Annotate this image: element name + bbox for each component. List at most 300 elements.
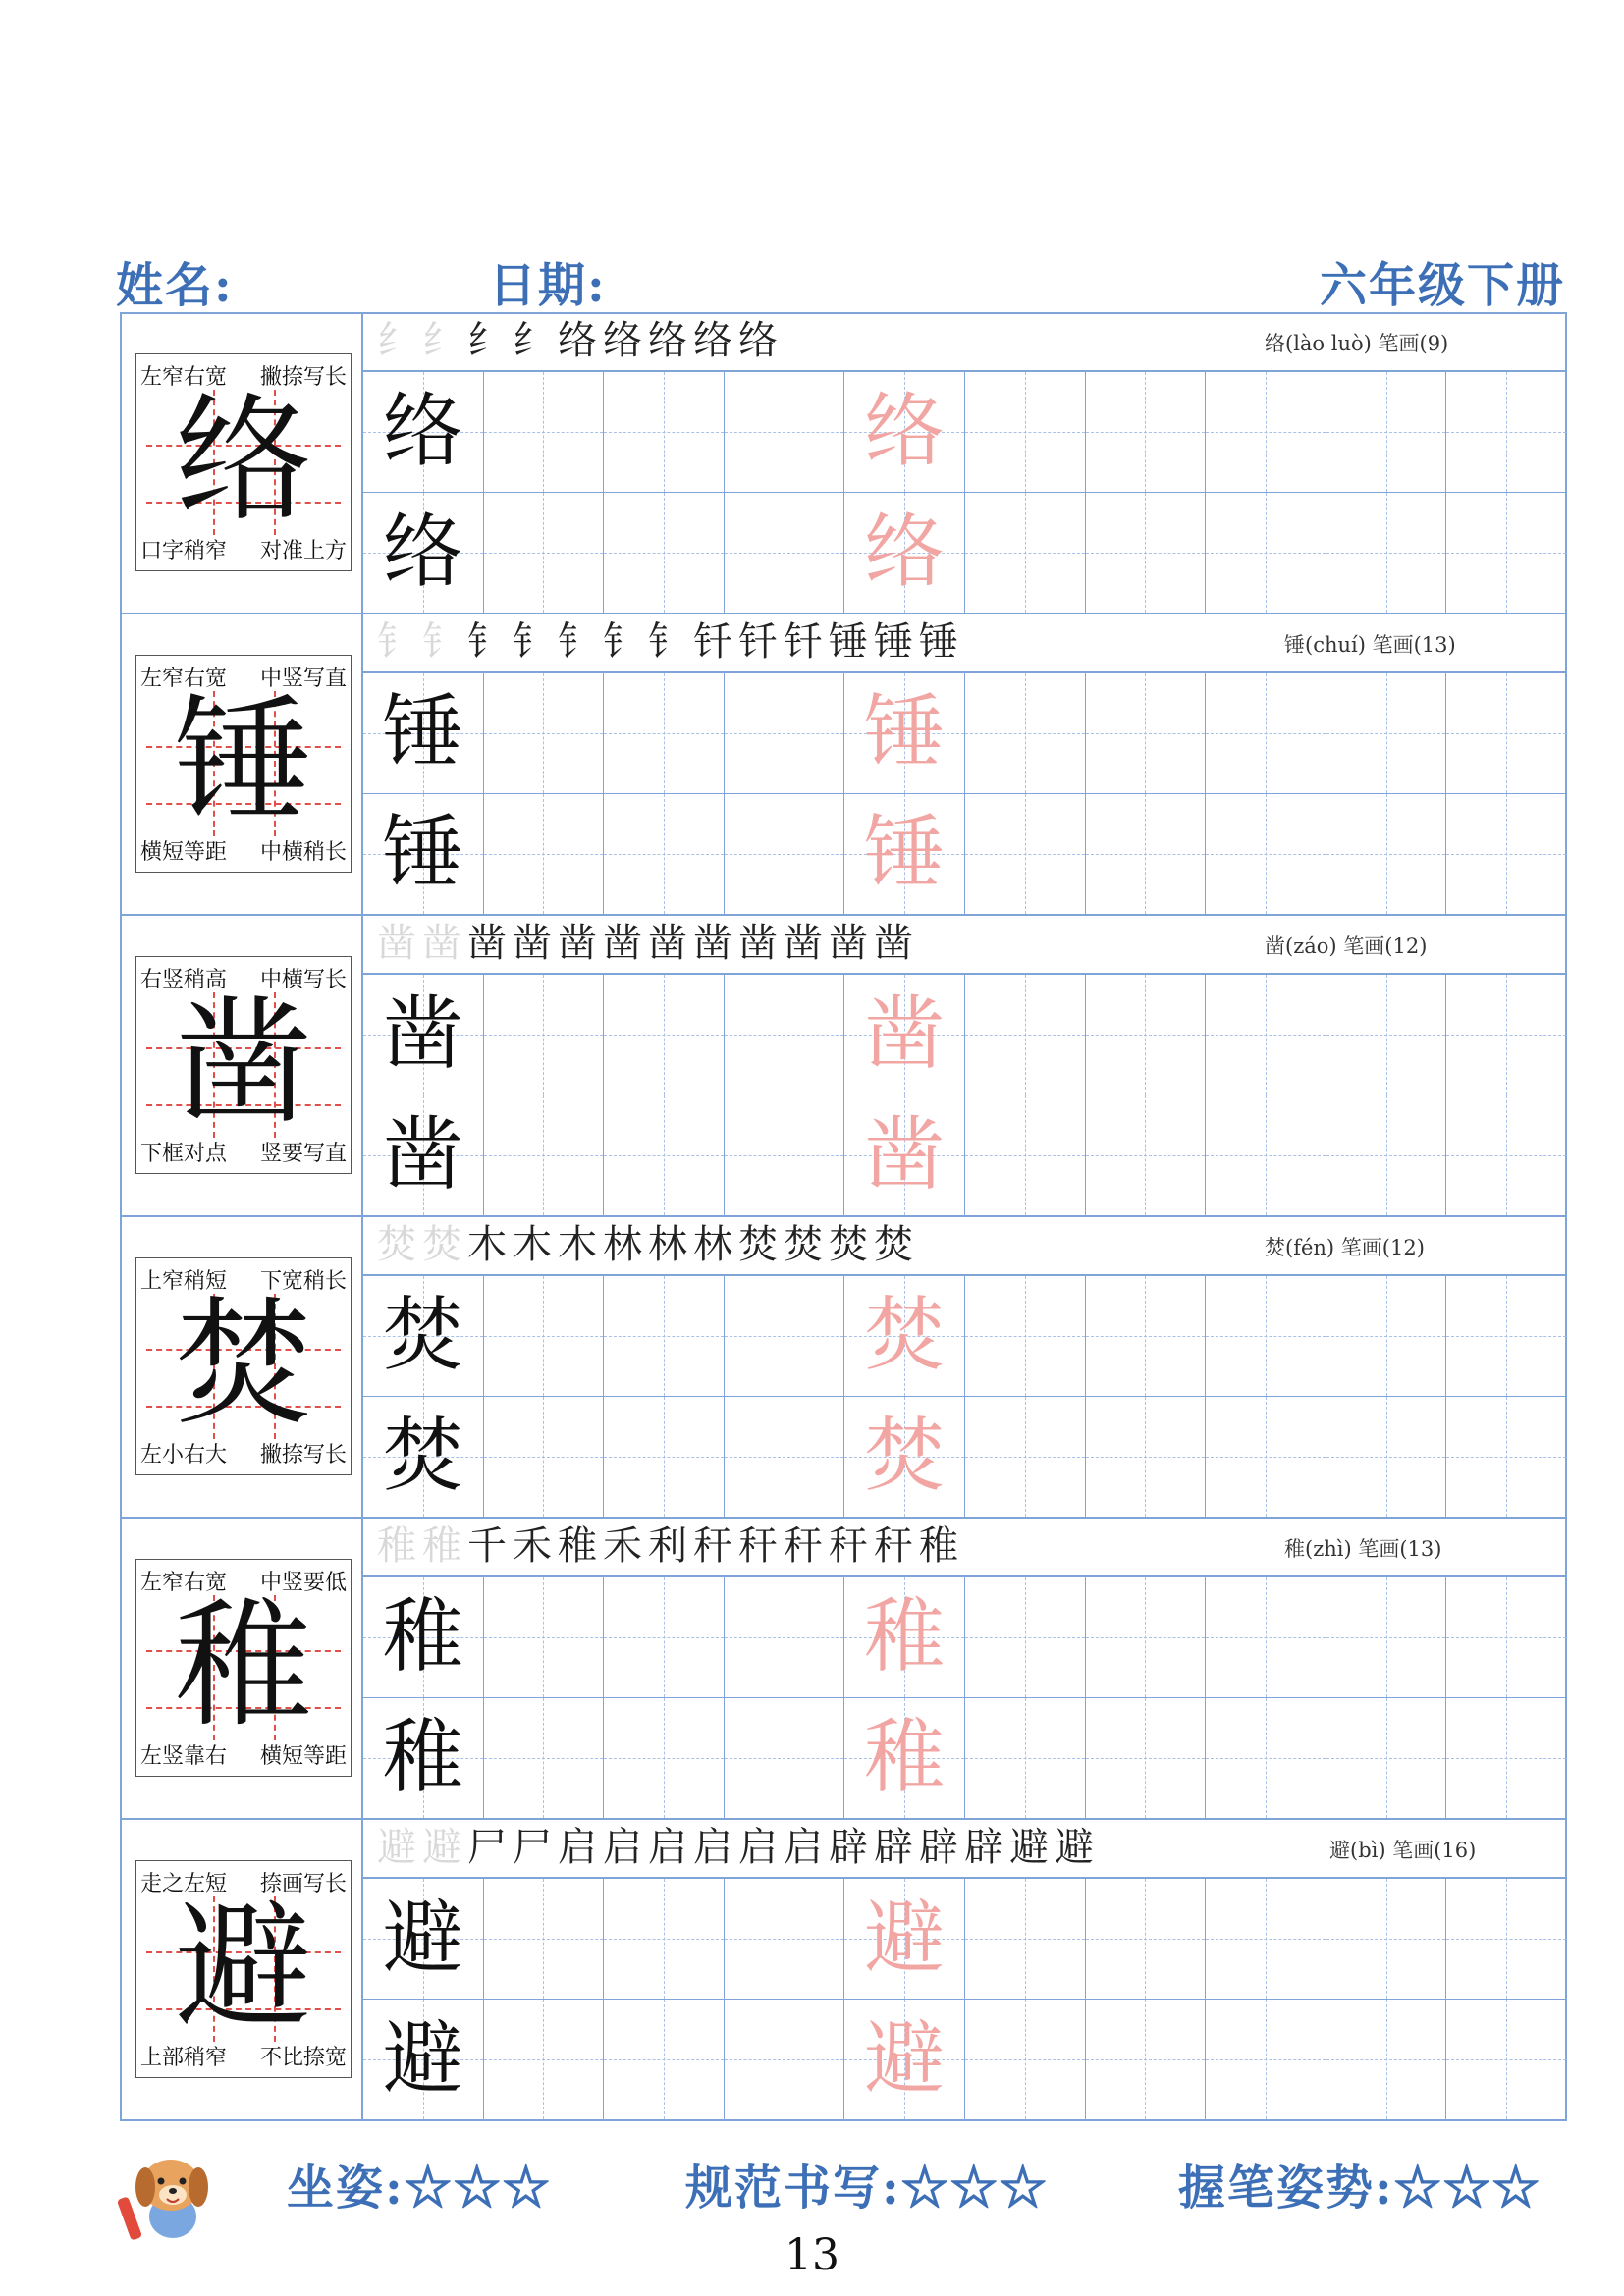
practice-cell[interactable] xyxy=(965,2000,1086,2120)
stroke-step: 辟 xyxy=(829,1825,874,1870)
practice-cell[interactable] xyxy=(1446,1698,1567,1819)
stroke-step: 启 xyxy=(603,1825,648,1870)
stroke-step: 启 xyxy=(693,1825,738,1870)
practice-cell[interactable] xyxy=(965,673,1086,794)
cell-guide xyxy=(543,493,544,613)
stroke-step: 凿 xyxy=(422,921,467,966)
practice-cell[interactable] xyxy=(1086,794,1207,915)
practice-cell[interactable] xyxy=(725,1879,845,2000)
practice-cell[interactable] xyxy=(1206,493,1326,614)
character-section xyxy=(120,614,1567,915)
cell-guide xyxy=(1145,1276,1146,1396)
practice-cell[interactable] xyxy=(484,1577,605,1698)
cell-guide xyxy=(543,1276,544,1396)
practice-cell[interactable] xyxy=(1086,1698,1207,1819)
practice-cell[interactable] xyxy=(1206,673,1326,794)
practice-cell[interactable] xyxy=(484,372,605,493)
practice-cell[interactable] xyxy=(725,794,845,915)
practice-cell[interactable] xyxy=(1326,673,1447,794)
practice-cell[interactable] xyxy=(1086,1577,1207,1698)
stroke-order-strip xyxy=(363,1819,1567,1879)
character-analysis-box xyxy=(135,956,352,1174)
practice-cell[interactable] xyxy=(1086,975,1207,1095)
practice-cell[interactable] xyxy=(844,975,965,1095)
cell-guide xyxy=(1025,794,1026,914)
stroke-step: 禾 xyxy=(513,1523,558,1569)
character-analysis-box xyxy=(135,353,352,571)
practice-cell[interactable] xyxy=(484,2000,605,2120)
stroke-step: 木 xyxy=(467,1222,513,1267)
cell-guide xyxy=(1266,794,1267,914)
stroke-step: 凿 xyxy=(467,921,513,966)
stroke-order-sequence xyxy=(377,919,919,968)
cell-guide xyxy=(1506,1577,1507,1697)
cell-guide xyxy=(543,1397,544,1517)
cell-guide xyxy=(1025,975,1026,1095)
page-number: 13 xyxy=(785,2230,839,2280)
cell-guide xyxy=(1506,794,1507,914)
practice-grid xyxy=(363,1577,1567,1819)
cell-guide xyxy=(1506,1879,1507,1999)
writing-tip: 对准上方 xyxy=(259,539,347,563)
practice-cell[interactable] xyxy=(844,1397,965,1518)
practice-cell[interactable] xyxy=(965,1698,1086,1819)
practice-cell[interactable] xyxy=(1206,1698,1326,1819)
practice-cell[interactable] xyxy=(965,1397,1086,1518)
practice-cell[interactable] xyxy=(484,493,605,614)
character-section xyxy=(120,915,1567,1216)
writing-tip: 中横稍长 xyxy=(259,840,347,865)
stroke-step: 凿 xyxy=(784,921,829,966)
character-section xyxy=(120,1518,1567,1819)
cell-guide xyxy=(664,1095,665,1215)
character-section xyxy=(120,312,1567,614)
cell-guide xyxy=(1025,1879,1026,1999)
cell-guide xyxy=(1386,794,1387,914)
stroke-step: 凿 xyxy=(829,921,874,966)
writing-tip: 左竖靠右 xyxy=(140,1744,228,1769)
practice-cell[interactable] xyxy=(1446,975,1567,1095)
sample-character: 络 xyxy=(382,506,463,599)
practice-cell[interactable] xyxy=(604,493,725,614)
character-section xyxy=(120,1216,1567,1518)
stroke-step: 焚 xyxy=(829,1222,874,1267)
stroke-step: 钅 xyxy=(558,619,603,665)
practice-cell[interactable] xyxy=(1086,372,1207,493)
practice-cell[interactable] xyxy=(1326,1879,1447,2000)
model-character: 避 xyxy=(174,1888,312,2048)
practice-cell[interactable] xyxy=(1086,1095,1207,1216)
cell-guide xyxy=(1266,673,1267,793)
practice-cell[interactable] xyxy=(1446,1577,1567,1698)
practice-cell[interactable] xyxy=(484,794,605,915)
cell-guide xyxy=(1025,2000,1026,2119)
stroke-step: 锤 xyxy=(919,619,964,665)
sample-character: 避 xyxy=(382,2012,463,2106)
stroke-step: 启 xyxy=(738,1825,784,1870)
stroke-step: 秆 xyxy=(784,1523,829,1569)
character-section xyxy=(120,1819,1567,2120)
cell-guide xyxy=(1145,975,1146,1095)
cell-guide xyxy=(1145,2000,1146,2119)
writing-tip: 竖要写直 xyxy=(259,1142,347,1166)
cell-guide xyxy=(1145,1879,1146,1999)
cell-guide xyxy=(1025,372,1026,492)
stroke-order-sequence xyxy=(377,1522,964,1571)
stroke-step: 禾 xyxy=(603,1523,648,1569)
cell-guide xyxy=(664,1879,665,1999)
cell-guide xyxy=(1145,1095,1146,1215)
cell-guide xyxy=(1386,673,1387,793)
practice-cell[interactable] xyxy=(1446,1095,1567,1216)
practice-cell[interactable] xyxy=(484,975,605,1095)
practice-cell[interactable] xyxy=(844,1276,965,1397)
cell-guide xyxy=(664,673,665,793)
stroke-step: 纟 xyxy=(467,318,513,363)
practice-cell[interactable] xyxy=(725,1095,845,1216)
stroke-step: 稚 xyxy=(919,1523,964,1569)
practice-cell[interactable] xyxy=(1326,493,1447,614)
stroke-step: 秆 xyxy=(874,1523,919,1569)
practice-cell[interactable] xyxy=(363,1276,484,1397)
practice-cell[interactable] xyxy=(604,794,725,915)
practice-cell[interactable] xyxy=(844,1577,965,1698)
cell-guide xyxy=(543,673,544,793)
pinyin-stroke-count: 凿(záo) 笔画(12) xyxy=(1265,934,1428,958)
practice-cell[interactable] xyxy=(1446,493,1567,614)
practice-cell[interactable] xyxy=(1206,1879,1326,2000)
sample-character: 锤 xyxy=(382,686,463,779)
practice-cell[interactable] xyxy=(725,1577,845,1698)
practice-cell[interactable] xyxy=(1326,1397,1447,1518)
practice-cell[interactable] xyxy=(604,1095,725,1216)
stroke-step: 钎 xyxy=(693,619,738,665)
cell-guide xyxy=(664,2000,665,2119)
practice-cell[interactable] xyxy=(965,372,1086,493)
cell-guide xyxy=(543,372,544,492)
sample-character: 锤 xyxy=(382,807,463,900)
practice-cell[interactable] xyxy=(1446,794,1567,915)
practice-cell[interactable] xyxy=(1086,1276,1207,1397)
trace-character: 焚 xyxy=(864,1410,946,1503)
practice-cell[interactable] xyxy=(844,673,965,794)
stroke-step: 络 xyxy=(738,318,784,363)
practice-cell[interactable] xyxy=(844,372,965,493)
practice-cell[interactable] xyxy=(1206,2000,1326,2120)
date-label: 日期: xyxy=(489,258,607,313)
stroke-step: 纟 xyxy=(422,318,467,363)
practice-cell[interactable] xyxy=(844,1095,965,1216)
stroke-step: 络 xyxy=(558,318,603,363)
practice-cell[interactable] xyxy=(965,975,1086,1095)
practice-cell[interactable] xyxy=(1086,2000,1207,2120)
sitting-posture-rating: 坐姿:☆☆☆ xyxy=(287,2161,552,2216)
model-character: 凿 xyxy=(174,984,312,1144)
stroke-step: 辟 xyxy=(964,1825,1009,1870)
practice-cell[interactable] xyxy=(965,794,1086,915)
stroke-step: 焚 xyxy=(422,1222,467,1267)
writing-tip: 左窄右宽 xyxy=(140,365,228,390)
cell-guide xyxy=(664,372,665,492)
cell-guide xyxy=(1266,1577,1267,1697)
stroke-step: 焚 xyxy=(738,1222,784,1267)
practice-cell[interactable] xyxy=(363,1397,484,1518)
writing-tip: 中竖写直 xyxy=(259,667,347,691)
writing-tip: 横短等距 xyxy=(259,1744,347,1769)
practice-cell[interactable] xyxy=(1206,1577,1326,1698)
writing-tip: 口字稍窄 xyxy=(140,539,228,563)
practice-cell[interactable] xyxy=(604,1698,725,1819)
cell-guide xyxy=(1266,493,1267,613)
stroke-step: 凿 xyxy=(377,921,422,966)
practice-cell[interactable] xyxy=(1086,1879,1207,2000)
practice-cell[interactable] xyxy=(1326,975,1447,1095)
cell-guide xyxy=(1506,975,1507,1095)
stroke-order-sequence xyxy=(377,1823,1100,1872)
stroke-step: 尸 xyxy=(513,1825,558,1870)
practice-cell[interactable] xyxy=(363,1577,484,1698)
stroke-step: 钎 xyxy=(784,619,829,665)
practice-cell[interactable] xyxy=(604,1276,725,1397)
practice-cell[interactable] xyxy=(844,1698,965,1819)
stroke-order-strip xyxy=(363,614,1567,673)
practice-cell[interactable] xyxy=(965,1276,1086,1397)
stroke-step: 林 xyxy=(648,1222,693,1267)
practice-cell[interactable] xyxy=(363,372,484,493)
practice-cell[interactable] xyxy=(1206,1397,1326,1518)
stroke-step: 凿 xyxy=(874,921,919,966)
sample-character: 焚 xyxy=(382,1410,463,1503)
practice-cell[interactable] xyxy=(604,372,725,493)
practice-cell[interactable] xyxy=(965,493,1086,614)
cell-guide xyxy=(543,1577,544,1697)
stroke-step: 秆 xyxy=(738,1523,784,1569)
pinyin-stroke-count: 避(bì) 笔画(16) xyxy=(1329,1839,1477,1862)
cell-guide xyxy=(1025,1577,1026,1697)
cell-guide xyxy=(664,794,665,914)
practice-cell[interactable] xyxy=(363,1095,484,1216)
cell-guide xyxy=(1025,493,1026,613)
practice-cell[interactable] xyxy=(604,673,725,794)
trace-character: 锤 xyxy=(864,686,946,779)
stroke-step: 焚 xyxy=(784,1222,829,1267)
writing-tip: 下框对点 xyxy=(140,1142,228,1166)
cell-guide xyxy=(543,2000,544,2119)
model-character: 焚 xyxy=(174,1285,312,1445)
cell-guide xyxy=(1025,1397,1026,1517)
cell-guide xyxy=(1386,1276,1387,1396)
stroke-step: 络 xyxy=(693,318,738,363)
stroke-step: 辟 xyxy=(919,1825,964,1870)
practice-cell[interactable] xyxy=(965,1879,1086,2000)
stroke-step: 钅 xyxy=(467,619,513,665)
practice-cell[interactable] xyxy=(844,794,965,915)
cell-guide xyxy=(1145,1698,1146,1818)
practice-grid xyxy=(363,1879,1567,2120)
character-analysis-box xyxy=(135,1860,352,2078)
stroke-step: 启 xyxy=(648,1825,693,1870)
practice-cell[interactable] xyxy=(1326,1095,1447,1216)
stroke-step: 木 xyxy=(513,1222,558,1267)
practice-cell[interactable] xyxy=(725,372,845,493)
cell-guide xyxy=(1386,493,1387,613)
practice-cell[interactable] xyxy=(1446,2000,1567,2120)
cell-guide xyxy=(1386,1698,1387,1818)
practice-cell[interactable] xyxy=(363,1698,484,1819)
stroke-step: 钅 xyxy=(422,619,467,665)
practice-cell[interactable] xyxy=(725,975,845,1095)
practice-cell[interactable] xyxy=(1206,372,1326,493)
practice-cell[interactable] xyxy=(844,2000,965,2120)
stroke-step: 秆 xyxy=(693,1523,738,1569)
practice-cell[interactable] xyxy=(1326,1698,1447,1819)
practice-cell[interactable] xyxy=(604,2000,725,2120)
stroke-step: 焚 xyxy=(874,1222,919,1267)
sample-character: 焚 xyxy=(382,1289,463,1382)
stroke-order-strip xyxy=(363,1216,1567,1276)
stroke-order-sequence xyxy=(377,316,784,365)
practice-cell[interactable] xyxy=(965,1577,1086,1698)
practice-cell[interactable] xyxy=(1206,1095,1326,1216)
stroke-step: 秆 xyxy=(829,1523,874,1569)
practice-cell[interactable] xyxy=(844,1879,965,2000)
practice-cell[interactable] xyxy=(484,673,605,794)
practice-cell[interactable] xyxy=(363,975,484,1095)
practice-cell[interactable] xyxy=(1086,1397,1207,1518)
practice-cell[interactable] xyxy=(1446,1397,1567,1518)
cell-guide xyxy=(1386,1095,1387,1215)
sample-character: 络 xyxy=(382,385,463,478)
cell-guide xyxy=(1386,1397,1387,1517)
stroke-step: 避 xyxy=(1009,1825,1055,1870)
practice-cell[interactable] xyxy=(1446,372,1567,493)
model-character: 络 xyxy=(174,381,312,541)
stroke-step: 凿 xyxy=(558,921,603,966)
cell-guide xyxy=(543,1698,544,1818)
practice-cell[interactable] xyxy=(725,1698,845,1819)
practice-cell[interactable] xyxy=(1206,1276,1326,1397)
practice-cell[interactable] xyxy=(1326,2000,1447,2120)
trace-character: 焚 xyxy=(864,1289,946,1382)
practice-cell[interactable] xyxy=(1326,1276,1447,1397)
practice-cell[interactable] xyxy=(363,673,484,794)
practice-cell[interactable] xyxy=(484,1397,605,1518)
practice-cell[interactable] xyxy=(844,493,965,614)
pinyin-stroke-count: 稚(zhì) 笔画(13) xyxy=(1284,1537,1442,1561)
practice-grid xyxy=(363,975,1567,1216)
stroke-step: 避 xyxy=(1055,1825,1100,1870)
cell-guide xyxy=(1266,1095,1267,1215)
trace-character: 凿 xyxy=(864,1108,946,1201)
trace-character: 凿 xyxy=(864,988,946,1081)
practice-cell[interactable] xyxy=(1206,794,1326,915)
stroke-step: 凿 xyxy=(648,921,693,966)
writing-tip: 撇捺写长 xyxy=(259,365,347,390)
practice-cell[interactable] xyxy=(1086,673,1207,794)
stroke-step: 锤 xyxy=(874,619,919,665)
practice-cell[interactable] xyxy=(604,975,725,1095)
cell-guide xyxy=(1506,1276,1507,1396)
cell-guide xyxy=(1506,1397,1507,1517)
writing-tip: 横短等距 xyxy=(140,840,228,865)
practice-cell[interactable] xyxy=(484,1095,605,1216)
stroke-step: 木 xyxy=(558,1222,603,1267)
cell-guide xyxy=(1506,673,1507,793)
practice-cell[interactable] xyxy=(725,1276,845,1397)
practice-cell[interactable] xyxy=(363,2000,484,2120)
writing-tip: 左窄右宽 xyxy=(140,1571,228,1595)
practice-cell[interactable] xyxy=(363,493,484,614)
trace-character: 稚 xyxy=(864,1711,946,1804)
stroke-step: 稚 xyxy=(558,1523,603,1569)
practice-cell[interactable] xyxy=(1326,794,1447,915)
practice-cell[interactable] xyxy=(484,1698,605,1819)
practice-cell[interactable] xyxy=(1326,1577,1447,1698)
stroke-step: 钅 xyxy=(513,619,558,665)
cell-guide xyxy=(1386,1577,1387,1697)
stroke-step: 络 xyxy=(603,318,648,363)
stroke-step: 启 xyxy=(784,1825,829,1870)
practice-cell[interactable] xyxy=(725,493,845,614)
practice-cell[interactable] xyxy=(484,1276,605,1397)
practice-cell[interactable] xyxy=(484,1879,605,2000)
practice-cell[interactable] xyxy=(725,2000,845,2120)
practice-cell[interactable] xyxy=(604,1577,725,1698)
pinyin-stroke-count: 锤(chuí) 笔画(13) xyxy=(1284,633,1456,657)
cell-guide xyxy=(1506,372,1507,492)
stroke-order-strip xyxy=(363,312,1567,372)
pinyin-stroke-count: 焚(fén) 笔画(12) xyxy=(1265,1236,1425,1259)
cell-guide xyxy=(1025,1276,1026,1396)
model-character: 锤 xyxy=(174,682,312,842)
model-character: 稚 xyxy=(174,1586,312,1746)
practice-cell[interactable] xyxy=(1446,1879,1567,2000)
cell-guide xyxy=(1025,673,1026,793)
cell-guide xyxy=(1266,1879,1267,1999)
practice-cell[interactable] xyxy=(1206,975,1326,1095)
practice-cell[interactable] xyxy=(725,673,845,794)
practice-cell[interactable] xyxy=(1446,673,1567,794)
stroke-order-sequence xyxy=(377,1220,919,1269)
trace-character: 锤 xyxy=(864,807,946,900)
stroke-step: 避 xyxy=(377,1825,422,1870)
stroke-step: 纟 xyxy=(513,318,558,363)
cell-guide xyxy=(1506,2000,1507,2119)
stroke-order-sequence xyxy=(377,617,964,667)
practice-cell[interactable] xyxy=(604,1397,725,1518)
practice-cell[interactable] xyxy=(1086,493,1207,614)
practice-cell[interactable] xyxy=(363,794,484,915)
writing-tip: 捺画写长 xyxy=(259,1872,347,1896)
writing-tip: 中横写长 xyxy=(259,968,347,992)
stroke-step: 尸 xyxy=(467,1825,513,1870)
practice-cell[interactable] xyxy=(965,1095,1086,1216)
character-analysis-box xyxy=(135,1559,352,1777)
practice-cell[interactable] xyxy=(604,1879,725,2000)
practice-cell[interactable] xyxy=(725,1397,845,1518)
stroke-step: 稚 xyxy=(422,1523,467,1569)
trace-character: 络 xyxy=(864,385,946,478)
pinyin-stroke-count: 络(lào luò) 笔画(9) xyxy=(1265,332,1449,355)
practice-cell[interactable] xyxy=(1326,372,1447,493)
sample-character: 凿 xyxy=(382,1108,463,1201)
character-analysis-box xyxy=(135,655,352,873)
practice-cell[interactable] xyxy=(1446,1276,1567,1397)
cell-guide xyxy=(664,1698,665,1818)
stroke-step: 凿 xyxy=(693,921,738,966)
practice-cell[interactable] xyxy=(363,1879,484,2000)
cell-guide xyxy=(1386,975,1387,1095)
